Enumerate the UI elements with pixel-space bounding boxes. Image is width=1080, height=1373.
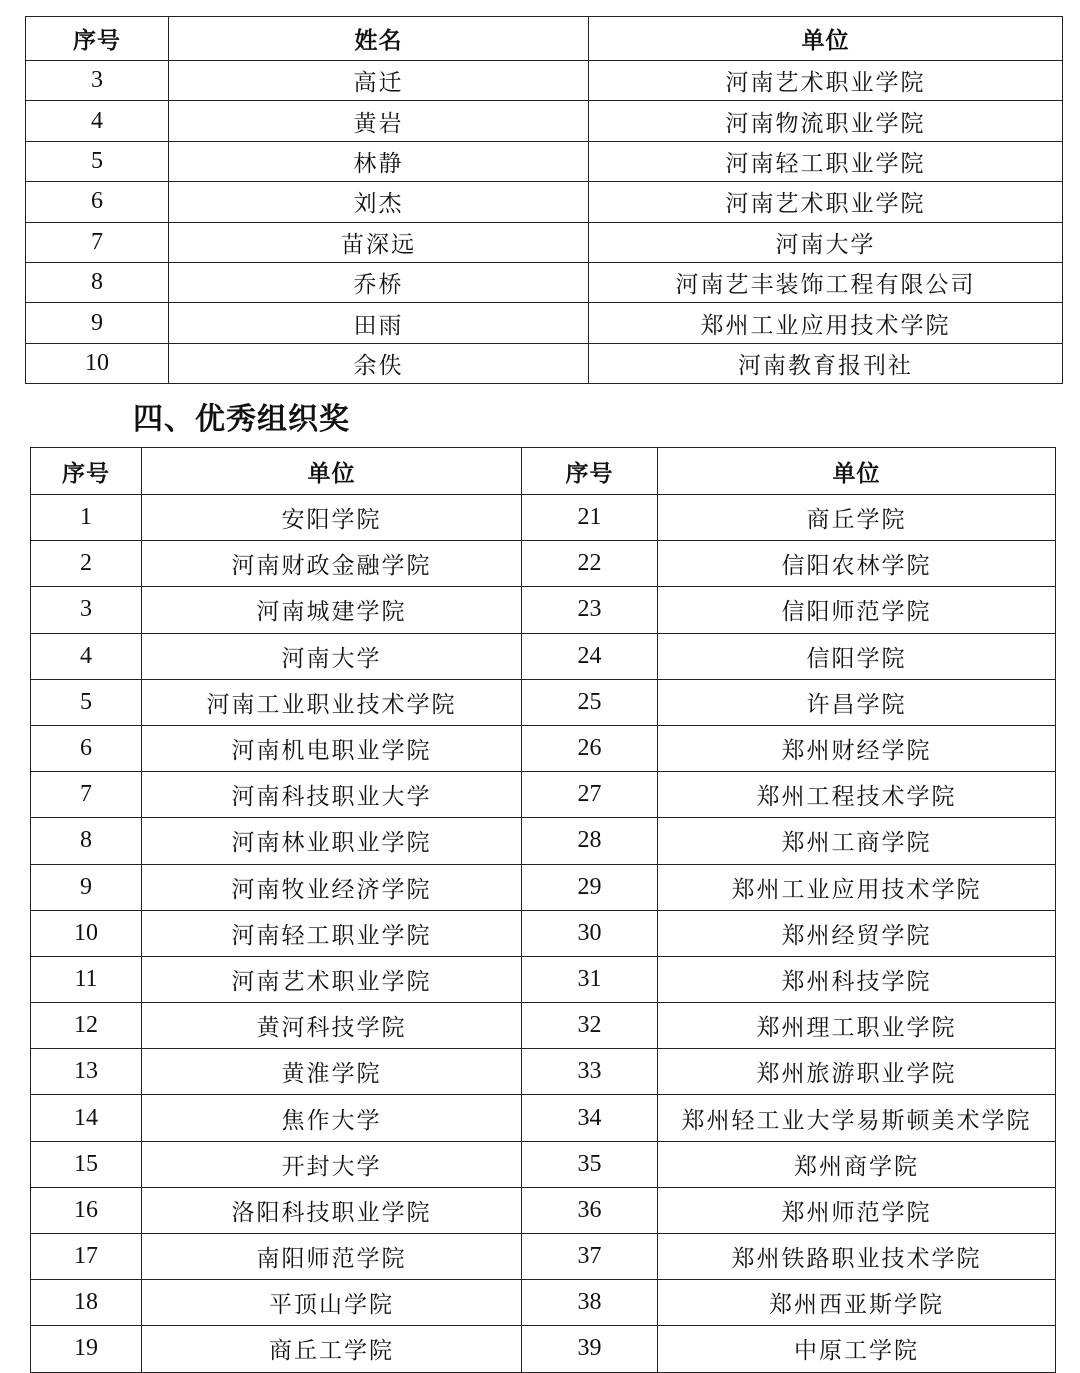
cell-unit-right: 信阳农林学院 [658, 541, 1056, 587]
cell-unit: 河南教育报刊社 [589, 343, 1063, 383]
cell-unit-right: 信阳学院 [658, 633, 1056, 679]
cell-seq-right: 36 [522, 1187, 658, 1233]
cell-unit: 河南轻工职业学院 [589, 141, 1063, 181]
table-row [26, 141, 1063, 181]
cell-unit-right: 郑州旅游职业学院 [658, 1049, 1056, 1095]
cell-unit-left: 黄淮学院 [142, 1049, 522, 1095]
cell-seq-left: 1 [31, 495, 142, 541]
cell-seq-left: 13 [31, 1049, 142, 1095]
cell-unit-right: 郑州财经学院 [658, 725, 1056, 771]
cell-seq-right: 29 [522, 864, 658, 910]
cell-unit-left: 河南林业职业学院 [142, 818, 522, 864]
cell-seq: 6 [26, 182, 169, 222]
cell-unit-left: 河南财政金融学院 [142, 541, 522, 587]
cell-unit: 河南物流职业学院 [589, 101, 1063, 141]
table-row [31, 956, 1056, 1002]
cell-seq-left: 12 [31, 1003, 142, 1049]
table-row [31, 1234, 1056, 1280]
cell-name: 余佚 [169, 343, 589, 383]
header-unit: 单位 [589, 17, 1063, 61]
cell-seq-right: 22 [522, 541, 658, 587]
cell-seq-right: 33 [522, 1049, 658, 1095]
cell-unit: 郑州工业应用技术学院 [589, 303, 1063, 343]
cell-seq-left: 3 [31, 587, 142, 633]
cell-seq: 9 [26, 303, 169, 343]
cell-unit-left: 河南机电职业学院 [142, 725, 522, 771]
table-row [26, 182, 1063, 222]
cell-seq-left: 19 [31, 1326, 142, 1372]
table-row [26, 343, 1063, 383]
cell-unit-right: 郑州师范学院 [658, 1187, 1056, 1233]
cell-unit-left: 河南大学 [142, 633, 522, 679]
cell-seq-left: 17 [31, 1234, 142, 1280]
cell-unit-left: 河南牧业经济学院 [142, 864, 522, 910]
header-seq: 序号 [26, 17, 169, 61]
section-heading: 四、优秀组织奖 [133, 402, 350, 437]
cell-unit-left: 河南科技职业大学 [142, 772, 522, 818]
cell-seq-right: 31 [522, 956, 658, 1002]
cell-unit: 河南艺丰装饰工程有限公司 [589, 262, 1063, 302]
cell-seq-left: 10 [31, 910, 142, 956]
cell-seq-right: 34 [522, 1095, 658, 1141]
table-row [31, 1141, 1056, 1187]
cell-name: 田雨 [169, 303, 589, 343]
table-row [31, 1095, 1056, 1141]
table-row [31, 587, 1056, 633]
table-row [26, 101, 1063, 141]
cell-unit-left: 安阳学院 [142, 495, 522, 541]
cell-seq-right: 26 [522, 725, 658, 771]
cell-seq-right: 28 [522, 818, 658, 864]
cell-unit-right: 信阳师范学院 [658, 587, 1056, 633]
cell-name: 黄岩 [169, 101, 589, 141]
cell-unit-left: 焦作大学 [142, 1095, 522, 1141]
table-row [31, 864, 1056, 910]
cell-unit-left: 河南艺术职业学院 [142, 956, 522, 1002]
header-name: 姓名 [169, 17, 589, 61]
table-row [31, 1326, 1056, 1372]
cell-unit-right: 商丘学院 [658, 495, 1056, 541]
cell-seq: 5 [26, 141, 169, 181]
cell-seq-left: 9 [31, 864, 142, 910]
header-seq-right: 序号 [522, 448, 658, 495]
awards-name-table-body [26, 61, 1063, 384]
cell-seq-right: 23 [522, 587, 658, 633]
cell-seq-left: 4 [31, 633, 142, 679]
cell-unit-left: 河南轻工职业学院 [142, 910, 522, 956]
header-unit-right: 单位 [658, 448, 1056, 495]
cell-unit-left: 河南工业职业技术学院 [142, 679, 522, 725]
cell-seq: 10 [26, 343, 169, 383]
organization-award-table-body [31, 495, 1056, 1373]
cell-seq-left: 15 [31, 1141, 142, 1187]
cell-unit-right: 郑州铁路职业技术学院 [658, 1234, 1056, 1280]
table-row [31, 1049, 1056, 1095]
cell-name: 苗深远 [169, 222, 589, 262]
table-row [26, 262, 1063, 302]
cell-seq-right: 21 [522, 495, 658, 541]
cell-unit-left: 黄河科技学院 [142, 1003, 522, 1049]
cell-unit-right: 郑州工程技术学院 [658, 772, 1056, 818]
awards-name-table [25, 16, 1063, 384]
cell-unit-right: 郑州经贸学院 [658, 910, 1056, 956]
cell-unit-left: 南阳师范学院 [142, 1234, 522, 1280]
cell-seq-left: 5 [31, 679, 142, 725]
cell-unit-right: 郑州西亚斯学院 [658, 1280, 1056, 1326]
table-row [31, 818, 1056, 864]
table-row [31, 1187, 1056, 1233]
cell-seq-right: 38 [522, 1280, 658, 1326]
cell-seq: 4 [26, 101, 169, 141]
cell-seq-left: 6 [31, 725, 142, 771]
cell-seq-right: 25 [522, 679, 658, 725]
cell-name: 刘杰 [169, 182, 589, 222]
cell-seq-left: 14 [31, 1095, 142, 1141]
cell-unit: 河南艺术职业学院 [589, 182, 1063, 222]
table-row [31, 679, 1056, 725]
cell-unit-right: 中原工学院 [658, 1326, 1056, 1372]
cell-seq-left: 11 [31, 956, 142, 1002]
cell-unit-right: 郑州科技学院 [658, 956, 1056, 1002]
cell-unit-right: 郑州工业应用技术学院 [658, 864, 1056, 910]
cell-seq-left: 18 [31, 1280, 142, 1326]
header-unit-left: 单位 [142, 448, 522, 495]
table-row [31, 633, 1056, 679]
cell-unit-right: 郑州轻工业大学易斯顿美术学院 [658, 1095, 1056, 1141]
cell-name: 乔桥 [169, 262, 589, 302]
cell-seq-right: 30 [522, 910, 658, 956]
header-seq-left: 序号 [31, 448, 142, 495]
cell-seq-right: 27 [522, 772, 658, 818]
table-row [31, 1280, 1056, 1326]
cell-seq: 8 [26, 262, 169, 302]
cell-unit-right: 郑州工商学院 [658, 818, 1056, 864]
cell-seq-right: 37 [522, 1234, 658, 1280]
organization-award-table [30, 447, 1056, 1373]
table-row [26, 222, 1063, 262]
cell-seq-left: 2 [31, 541, 142, 587]
cell-unit-left: 河南城建学院 [142, 587, 522, 633]
cell-seq-right: 35 [522, 1141, 658, 1187]
table-header-row [26, 17, 1063, 61]
cell-seq-left: 7 [31, 772, 142, 818]
table-row [31, 495, 1056, 541]
cell-unit: 河南艺术职业学院 [589, 61, 1063, 101]
cell-unit-left: 洛阳科技职业学院 [142, 1187, 522, 1233]
table-header-row [31, 448, 1056, 495]
cell-unit-left: 平顶山学院 [142, 1280, 522, 1326]
cell-unit-left: 开封大学 [142, 1141, 522, 1187]
table-row [31, 541, 1056, 587]
cell-name: 林静 [169, 141, 589, 181]
cell-unit-right: 郑州商学院 [658, 1141, 1056, 1187]
cell-seq-right: 39 [522, 1326, 658, 1372]
table-row [31, 725, 1056, 771]
cell-seq: 7 [26, 222, 169, 262]
cell-unit-right: 许昌学院 [658, 679, 1056, 725]
cell-seq-left: 16 [31, 1187, 142, 1233]
table-row [26, 61, 1063, 101]
cell-seq: 3 [26, 61, 169, 101]
cell-unit: 河南大学 [589, 222, 1063, 262]
table-row [26, 303, 1063, 343]
cell-unit-left: 商丘工学院 [142, 1326, 522, 1372]
cell-seq-left: 8 [31, 818, 142, 864]
table-row [31, 910, 1056, 956]
cell-seq-right: 24 [522, 633, 658, 679]
cell-unit-right: 郑州理工职业学院 [658, 1003, 1056, 1049]
cell-name: 高迁 [169, 61, 589, 101]
table-row [31, 1003, 1056, 1049]
table-row [31, 772, 1056, 818]
cell-seq-right: 32 [522, 1003, 658, 1049]
